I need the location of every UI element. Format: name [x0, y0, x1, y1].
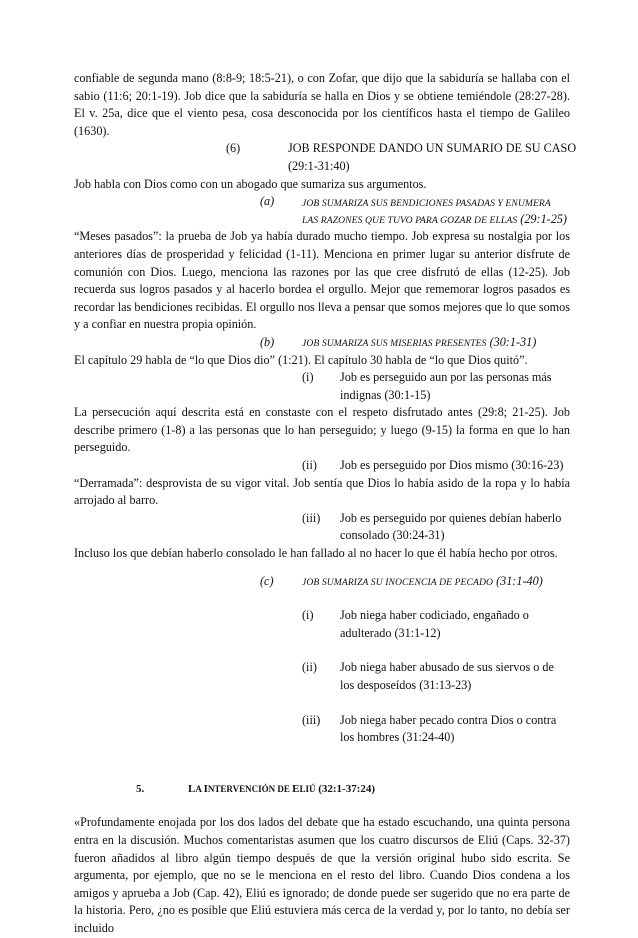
subsection-b-label: (b)	[260, 334, 275, 349]
subsection-a-paragraph: “Meses pasados”: la prueba de Job ya había durado mucho tiempo. Job expresa su nostalgia por los anteriores días de prosperidad y felicidad (1-11). Menciona en primer lugar su anterior disfrute de comunión con Dios. Luego, menciona las razones por las que cree disfrutó de ellas (12-25). Job recuerda sus logros pasados y al hacerlo bordea el orgullo. Mejor que rememorar logros pasados es recordar las bendiciones recibidas. El orgullo nos lleva a pensar que somos mejores que lo que somos y a confiar en nuestra propia opinión.	[74, 229, 570, 332]
subsection-c-ref: (31:1-40)	[496, 573, 543, 588]
subsection-b-ref: (30:1-31)	[489, 334, 537, 349]
section-5-title-text: A	[195, 783, 204, 794]
subsection-c-heading	[74, 573, 570, 591]
spacer	[74, 590, 570, 607]
intro-paragraph: confiable de segunda mano (8:8-9; 18:5-21), o con Zofar, que dijo que la sabiduría se hallaba con el sabio (11:6; 20:1-19). Job dice que la sabiduría se halla en Dios y se obtiene temiéndole (28:27-28). El v. 25a, dice que el viento pesa, cosa desconocida por los científicos hasta el tiempo de Galileo (1630).	[74, 71, 570, 138]
section-5-heading	[74, 781, 570, 799]
item-b-iii-heading-line2-row	[74, 527, 570, 545]
item-b-ii-title: Job es perseguido por Dios mismo (30:16-23)	[340, 458, 564, 473]
item-b-i-heading-line2-row	[74, 387, 570, 405]
subsection-c-title-text: JOB SUMARIZA SU INOCENCIA DE PECADO	[302, 576, 494, 588]
item-b-ii-label: (ii)	[302, 458, 317, 473]
spacer	[74, 798, 570, 814]
item-c-iii-label: (iii)	[302, 712, 321, 727]
section-6-title: JOB RESPONDE DANDO UN SUMARIO DE SU CASO	[288, 141, 577, 156]
subsection-a-label: (a)	[260, 194, 275, 209]
item-c-iii-heading-line2-row	[74, 729, 570, 747]
section-5-ref: (32:1-37:24)	[315, 782, 376, 795]
subsection-b-title-text: JOB SUMARIZA SUS MISERIAS PRESENTES	[302, 337, 487, 349]
item-b-iii-title-line2: consolado (30:24-31)	[340, 528, 445, 543]
subsection-b-title	[302, 334, 536, 353]
item-b-iii-paragraph: Incluso los que debían haberlo consolado le han fallado al no hacer lo que él había hecho por otros.	[74, 546, 558, 561]
item-c-i-title-line2: adulterado (31:1-12)	[340, 625, 441, 640]
subsection-a-ref: (29:1-25)	[520, 211, 567, 226]
section-6-number: (6)	[226, 141, 241, 156]
section-5-title-text: E	[292, 782, 300, 795]
item-b-i-paragraph: La persecución aquí descrita está en constaste con el respeto disfrutado antes (29:8; 21-25). Job describe primero (1-8) a las personas que lo han perseguido; y luego (9-15) la forma en que lo han perseguido.	[74, 405, 570, 455]
subsection-c-title	[302, 573, 543, 592]
section-5-number: 5.	[136, 782, 145, 795]
document-page	[74, 70, 577, 938]
section-5-title-text: I	[203, 782, 208, 795]
spacer	[74, 695, 570, 712]
section-5-title-text: L	[188, 782, 196, 795]
section-5-title-text: NTERVENCIÓN DE	[207, 783, 293, 794]
section-6-heading	[74, 140, 577, 158]
item-b-iii-title: Job es perseguido por quienes debían haberlo	[340, 510, 562, 525]
item-c-ii-title-line2: los desposeídos (31:13-23)	[340, 678, 472, 692]
subsection-b-heading	[74, 334, 570, 352]
final-paragraph: «Profundamente enojada por los dos lados del debate que ha estado escuchando, una quinta persona entra en la discusión. Muchos comentaristas asumen que los cuatro discursos de Eliú (Caps. 32-37) fueron añadidos al libro algún tiempo después de que la versión original hubo sido escrita. Se argumenta, por ejemplo, que no se le menciona en el resto del libro. Cuando Dios condena a los amigos y aprueba a Job (Cap. 42), Eliú es ignorado; de donde puede ser sugerido que no era parte de la historia. Pero, ¿no es posible que Eliú estuviera más cerca de la verdad y, por lo tanto, no debía ser incluido	[74, 815, 570, 935]
section-6-heading-line2-row	[74, 158, 570, 176]
item-c-ii-title: Job niega haber abusado de sus siervos o de	[340, 660, 554, 675]
section-6-ref: (29:1-31:40)	[288, 158, 350, 173]
section-6-intro: Job habla con Dios como con un abogado que sumariza sus argumentos.	[74, 176, 427, 191]
item-c-iii-heading	[74, 712, 570, 730]
item-c-iii-title-line2: los hombres (31:24-40)	[340, 730, 455, 745]
subsection-a-title-line2-text: LAS RAZONES QUE TUVO PARA GOZAR DE ELLAS	[302, 214, 518, 226]
item-b-iii-heading	[74, 510, 570, 528]
spacer	[74, 642, 570, 659]
subsection-b-paragraph: El capítulo 29 habla de “lo que Dios dio” (1:21). El capítulo 30 habla de “lo que Dios quitó”.	[74, 352, 528, 367]
section-5-title	[188, 781, 375, 799]
item-c-i-heading	[74, 607, 570, 625]
item-c-iii-title: Job niega haber pecado contra Dios o contra	[340, 712, 557, 727]
item-c-i-label: (i)	[302, 608, 314, 623]
subsection-a-title: JOB SUMARIZA SUS BENDICIONES PASADAS Y ENUMERA	[302, 198, 551, 210]
section-5-title-text: LIÚ	[299, 783, 316, 794]
item-b-ii-paragraph: “Derramada”: desprovista de su vigor vital. Job sentía que Dios lo había asido de la ropa y lo había arrojado al barro.	[74, 475, 570, 508]
item-b-i-title-line2: indignas (30:1-15)	[340, 387, 431, 402]
item-c-ii-label: (ii)	[302, 660, 317, 675]
item-c-ii-heading-line2-row	[74, 677, 570, 695]
subsection-a-heading-line2-row	[74, 211, 570, 229]
item-b-ii-heading	[74, 457, 570, 475]
item-c-i-heading-line2-row	[74, 625, 570, 643]
spacer	[74, 563, 570, 573]
subsection-a-heading	[74, 193, 570, 211]
item-b-iii-label: (iii)	[302, 510, 321, 525]
subsection-a-title-line2	[302, 211, 567, 230]
item-c-ii-heading	[74, 659, 570, 677]
item-c-i-title: Job niega haber codiciado, engañado o	[340, 608, 529, 623]
subsection-c-label: (c)	[260, 573, 274, 588]
spacer	[74, 747, 570, 781]
item-b-i-title: Job es perseguido aun por las personas más	[340, 370, 552, 385]
item-b-i-label: (i)	[302, 370, 314, 385]
item-b-i-heading	[74, 369, 570, 387]
